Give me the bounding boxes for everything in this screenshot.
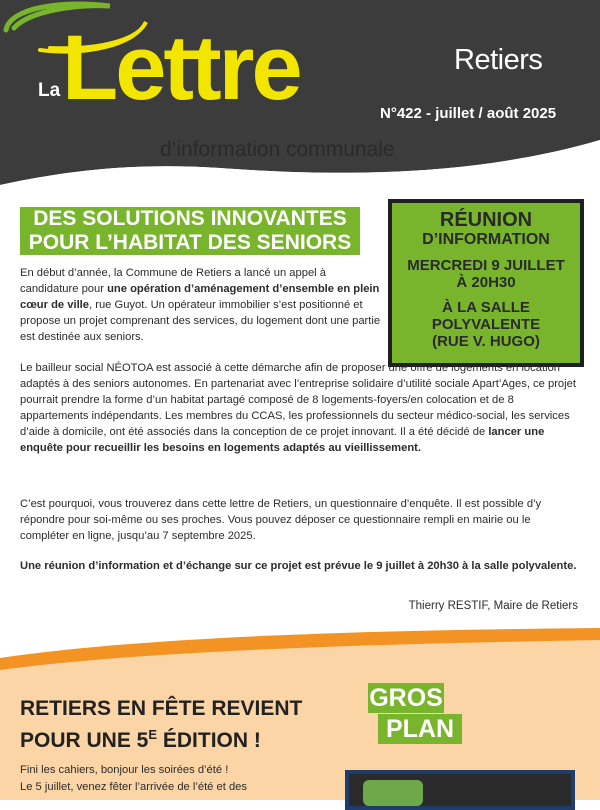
section-title-line-1: RETIERS EN FÊTE REVIENT [20, 697, 303, 720]
masthead-subtitle: d’information communale [160, 138, 395, 161]
gros-plan-photo [345, 770, 575, 810]
masthead-title: Lettre [62, 17, 300, 119]
masthead-la: La [38, 80, 61, 101]
article-paragraph-1: En début d’année, la Commune de Retiers a lancé un appel à candidature pour une opération d’aménagement d’ensemble en plein cœur de ville, rue Guyot. Un opérateur immobilier s’est positionné et propose un projet comprenant des services, du logement dont une partie est destinée aux seniors. [20, 267, 381, 343]
issue-number: N°422 - juillet / août 2025 [380, 105, 557, 122]
photo-detail [363, 780, 423, 806]
section-text-line-2: Le 5 juillet, venez fêter l’arrivée de l’été et des [20, 781, 247, 793]
event-date-2: À 20H30 [456, 274, 516, 291]
retiers-logo: Retiers [454, 44, 543, 76]
article-headline-line-2: POUR L’HABITAT DES SENIORS [20, 231, 360, 255]
event-title-2: D’INFORMATION [422, 231, 550, 248]
event-box [388, 199, 584, 367]
header-banner [0, 0, 600, 200]
article-paragraph-4: Une réunion d’information et d’échange sur ce projet est prévue le 9 juillet à 20h30 à la salle polyvalente. [20, 560, 577, 572]
article-headline-line-1: DES SOLUTIONS INNOVANTES [20, 207, 360, 231]
gros-plan-label-2: PLAN [378, 714, 462, 744]
section-title-line-2: POUR UNE $5^E$ ÉDITION ! [20, 727, 261, 752]
article-signature: Thierry RESTIF, Maire de Retiers [408, 600, 578, 612]
event-place-3: (RUE V. HUGO) [432, 333, 540, 350]
retiers-logo-swoosh-icon [0, 0, 150, 56]
event-place-1: À LA SALLE [442, 299, 530, 316]
gros-plan-label-1: GROS [369, 684, 443, 712]
event-place-2: POLYVALENTE [431, 316, 541, 333]
article-paragraph-2: Le bailleur social NÉOTOA est associé à cette démarche afin de proposer une offre de logements en location adaptés à des seniors autonomes. En partenariat avec l’entreprise solidaire d’utilité sociale Apart’Ages, ce projet pourrait prendre la forme d’un habitat partagé composé de 8 logements-foyers/en colocation et de 8 appartements indépendants. Les membres du CCAS, les professionnels du secteur médico-social, les services d’aide à domicile, ont été associés dans la conception de ce projet innovant. Il a été décidé de lancer une enquête pour recueillir les besoins en logements adaptés au vieillissement. [20, 362, 576, 454]
event-title-1: RÉUNION [439, 209, 533, 231]
event-date-1: MERCREDI 9 JUILLET [407, 257, 565, 274]
article-paragraph-3: C’est pourquoi, vous trouverez dans cette lettre de Retiers, un questionnaire d’enquête. Il est possible d’y répondre pour soi-même ou ses proches. Vous pouvez déposer ce questionnaire rempli en mairie ou le compléter en ligne, jusqu’au 7 septembre 2025. [20, 498, 542, 542]
section-text-line-1: Fini les cahiers, bonjour les soirées d’été ! [20, 764, 229, 776]
